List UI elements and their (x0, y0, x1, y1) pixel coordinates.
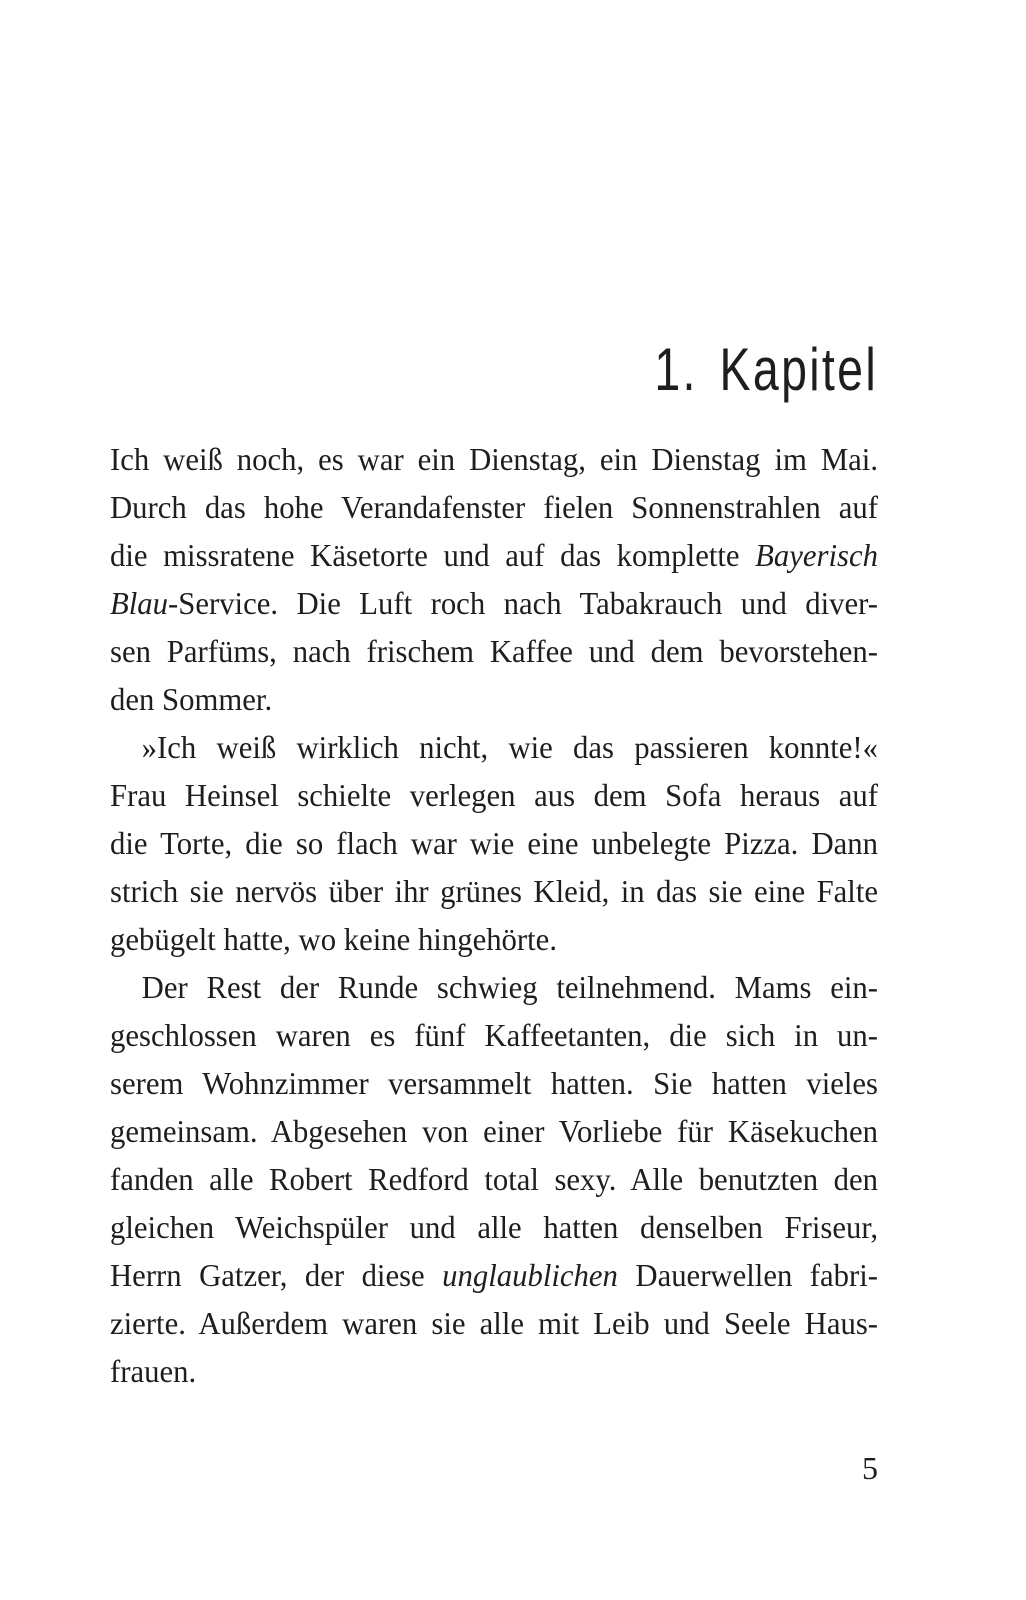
text-line: Ich weiß noch, es war ein Dienstag, ein Dienstag im Mai. (110, 441, 878, 477)
page-number: 5 (862, 1450, 878, 1486)
text-line: geschlossen waren es fünf Kaffeetanten, die sich in un- (110, 1017, 878, 1053)
text-line: Blau-Service. Die Luft roch nach Tabakrauch und diver- (110, 585, 878, 621)
text-line: Herrn Gatzer, der diese unglaublichen Dauerwellen fabri- (110, 1257, 878, 1293)
text-line: zierte. Außerdem waren sie alle mit Leib und Seele Haus- (110, 1305, 878, 1341)
text-line: die missratene Käsetorte und auf das komplette Bayerisch (110, 537, 878, 573)
body-text (110, 435, 878, 1395)
text-line: gemeinsam. Abgesehen von einer Vorliebe für Käsekuchen (110, 1113, 878, 1149)
text-line: gebügelt hatte, wo keine hingehörte. (110, 921, 557, 957)
text-line: serem Wohnzimmer versammelt hatten. Sie hatten vieles (110, 1065, 878, 1101)
text-line: den Sommer. (110, 681, 273, 717)
text-line: gleichen Weichspüler und alle hatten denselben Friseur, (110, 1209, 878, 1245)
text-line: »Ich weiß wirklich nicht, wie das passieren konnte!« (141, 729, 878, 765)
text-line: fanden alle Robert Redford total sexy. Alle benutzten den (110, 1161, 878, 1197)
text-line: Der Rest der Runde schwieg teilnehmend. Mams ein- (141, 969, 878, 1005)
text-line: die Torte, die so flach war wie eine unbelegte Pizza. Dann (110, 825, 878, 861)
text-line: sen Parfüms, nach frischem Kaffee und dem bevorstehen- (110, 633, 878, 669)
chapter-heading: 1. Kapitel (654, 336, 878, 403)
text-line: frauen. (110, 1353, 197, 1389)
text-line: Durch das hohe Verandafenster fielen Sonnenstrahlen auf (110, 489, 878, 525)
text-line: Frau Heinsel schielte verlegen aus dem Sofa heraus auf (110, 777, 878, 813)
text-line: strich sie nervös über ihr grünes Kleid, in das sie eine Falte (110, 873, 878, 909)
